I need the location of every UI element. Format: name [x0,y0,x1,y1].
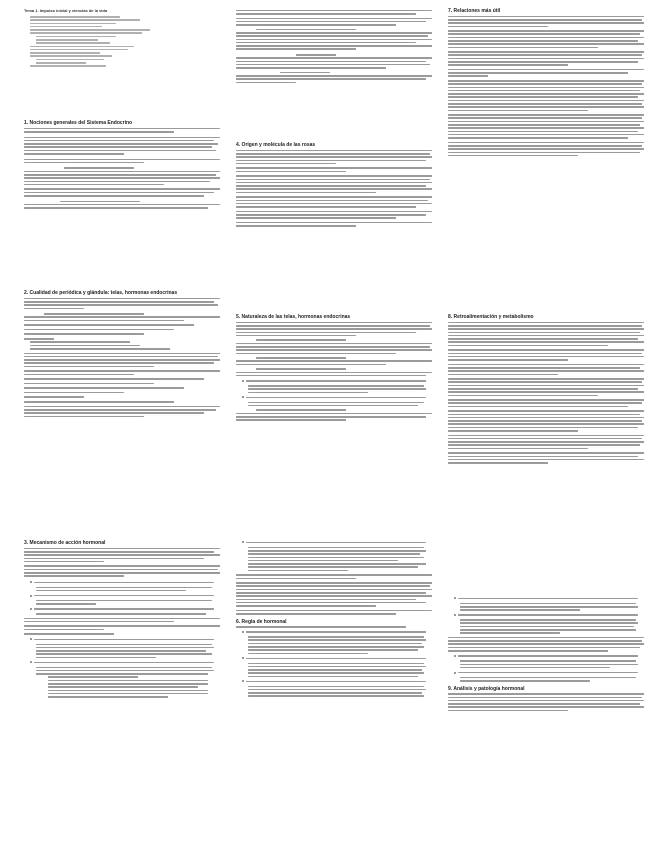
section-2 [24,290,220,419]
section-heading: 4. Origen y molécula de las rosas [236,142,316,148]
section-heading: 1. Nociones generales del Sistema Endocrino [24,120,133,126]
section-heading: 7. Relaciones más útil [448,8,501,14]
section-7 [448,8,644,158]
section-heading: 6. Regla de hormonal [236,618,287,625]
column-2-top [236,8,432,85]
column-3-bottom [448,596,644,713]
section-heading: 3. Mecanismo de acción hormonal [24,540,106,546]
column-2-bottom [236,540,432,699]
section-heading: 5. Naturaleza de las telas, hormonas endocrinas [236,314,351,320]
section-heading: 2. Cualidad de periódica y glándula: telas, hormonas endocrinas [24,290,178,296]
section-3 [24,540,220,699]
page-title: Tema 1. Impulso inicial y ciencias de la vida [24,8,108,13]
section-1 [24,120,220,210]
section-4 [236,142,432,228]
section-5 [236,314,432,423]
section-heading: 8. Retroalimentación y metabolismo [448,314,534,320]
section-8 [448,314,644,465]
toc [24,8,220,69]
section-heading: 9. Análisis y patología hormonal [448,685,525,692]
